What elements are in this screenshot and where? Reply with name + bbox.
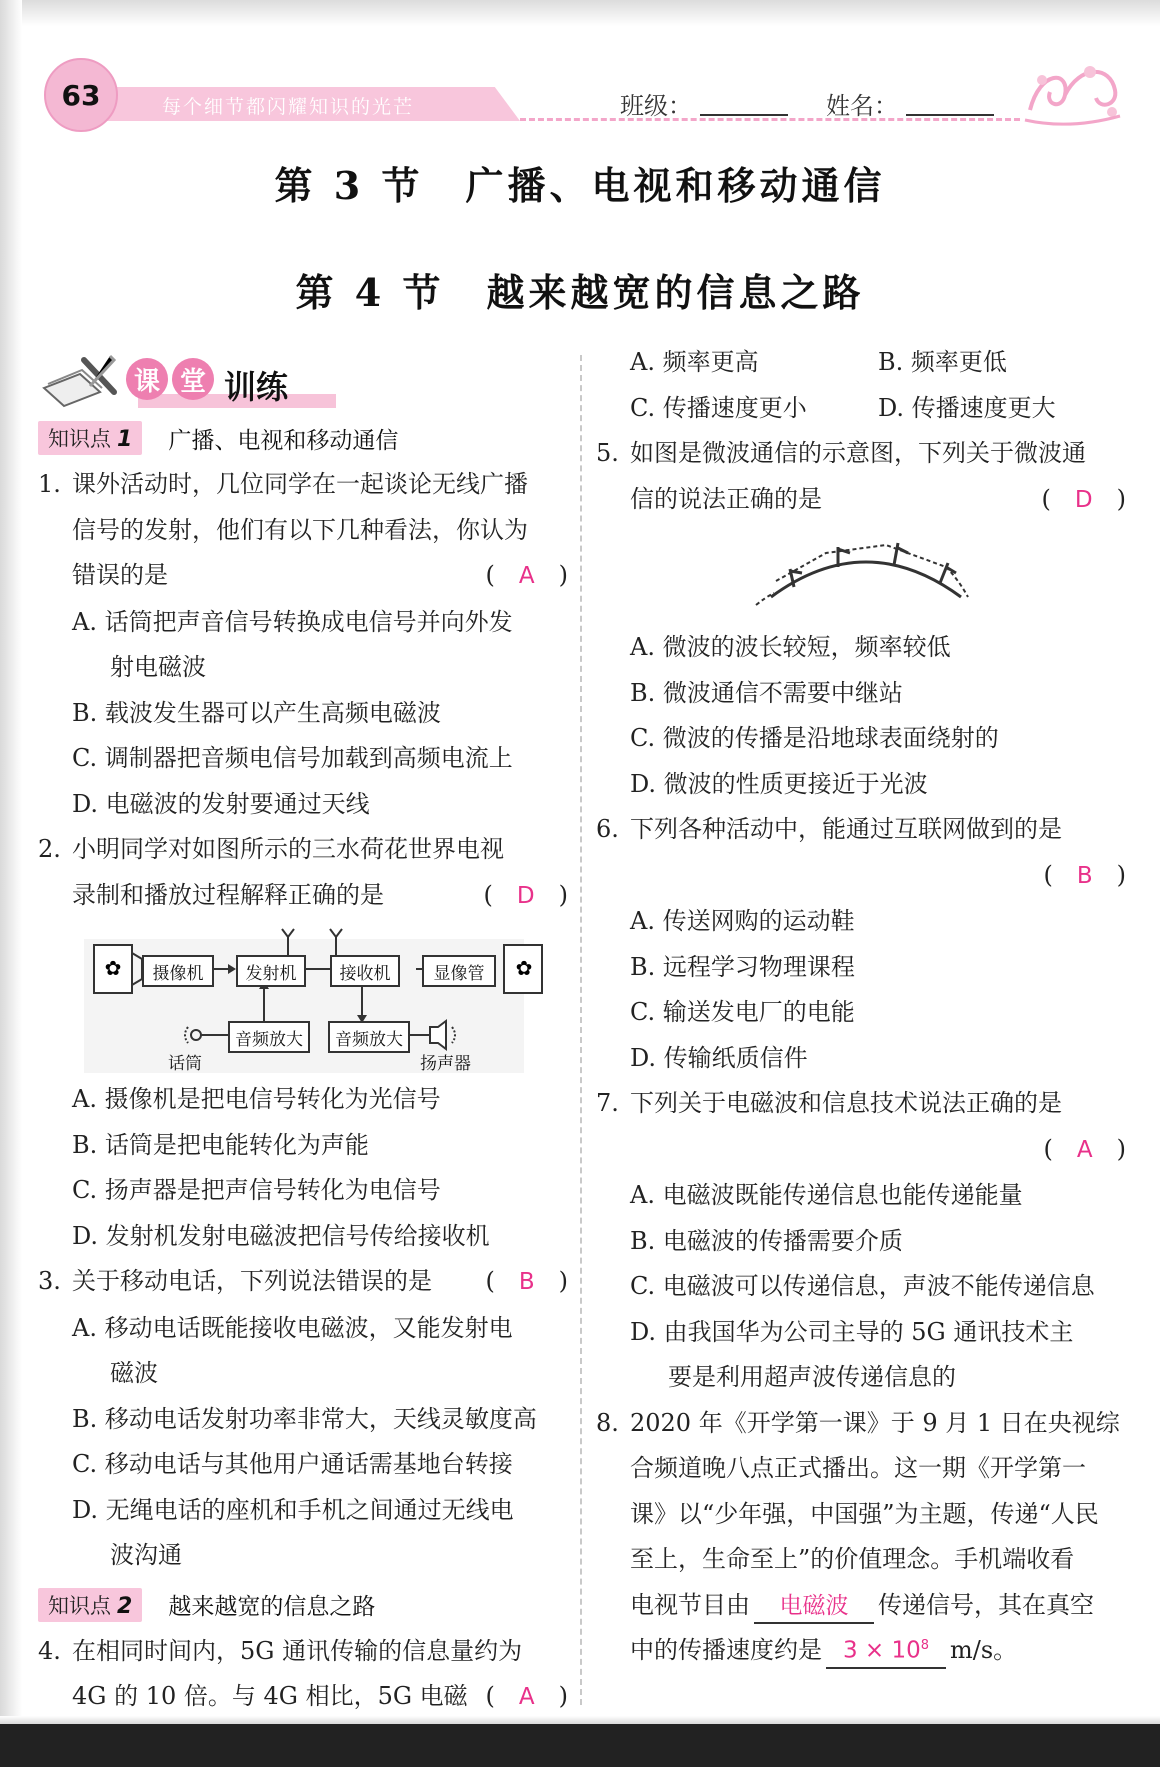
q4-option-b[interactable]: B. 频率更低 <box>878 348 1007 376</box>
page-bottom-bar <box>0 1724 1160 1767</box>
display-tube-box: 显像管 <box>422 955 496 987</box>
q1-option-d[interactable]: D. 电磁波的发射要通过天线 <box>72 789 370 818</box>
q3-option-a[interactable]: A. 移动电话既能接收电磁波，又能发射电 <box>72 1313 513 1342</box>
answer-slot[interactable]: ( A ) <box>485 561 568 589</box>
q4-option-a[interactable]: A. 频率更高 <box>630 348 759 376</box>
q7-option-c[interactable]: C. 电磁波可以传递信息，声波不能传递信息 <box>630 1272 1095 1300</box>
audio-amp-1-box: 音频放大 <box>228 1021 310 1053</box>
q3-option-d[interactable]: D. 无绳电话的座机和手机之间通过无线电 <box>72 1495 514 1524</box>
answer-slot[interactable]: ( D ) <box>1041 484 1126 513</box>
page-edge-top <box>0 0 1160 26</box>
blank-answer-1[interactable]: 电磁波 <box>754 1590 874 1624</box>
knowledge-point-1 <box>38 418 568 458</box>
microwave-relay-figure <box>596 527 1126 619</box>
question-8: 8. 2020 年《开学第一课》于 9 月 1 日在央视综 合频道晚八点正式播出。这一期《开学第一 课》以“少年强，中国强”为主题，传递“人民 至上，生命至上”的价值理念。手机端收看 电视节目由 电磁波 传递信号，其在真空 中的传播速度约是 $3 \times 10^8$ m/s。 <box>596 1401 1126 1674</box>
question-3: 3. 关于移动电话，下列说法错误的是 ( B ) <box>38 1259 568 1306</box>
question-4: 4. 在相同时间内，5G 通讯传输的信息量约为 4G 的 10 倍。与 4G 相比，5G 电磁 ( A ) <box>38 1629 568 1766</box>
audio-amp-2-box: 音频放大 <box>328 1021 410 1053</box>
class-label: 班级： <box>620 92 692 120</box>
classroom-training-heading <box>38 350 568 412</box>
column-divider <box>580 355 582 1705</box>
q4-options-row-2 <box>596 386 1126 432</box>
q2-option-a[interactable]: A. 摄像机是把电信号转化为光信号 <box>72 1085 441 1113</box>
q3-option-a-cont: 磁波 <box>110 1359 158 1387</box>
q1-option-c[interactable]: C. 调制器把音频电信号加载到高频电流上 <box>72 744 513 772</box>
answer-slot[interactable]: ( A ) <box>1043 1134 1126 1163</box>
section-title-4: 第 4 节 越来越宽的信息之路 <box>295 270 865 315</box>
q7-option-d[interactable]: D. 由我国华为公司主导的 5G 通讯技术主 <box>630 1317 1074 1346</box>
question-1: 1. 课外活动时，几位同学在一起谈论无线广播 信号的发射，他们有以下几种看法，你认为 错误的是 ( A ) <box>38 462 568 600</box>
q3-option-b[interactable]: B. 移动电话发射功率非常大，天线灵敏度高 <box>72 1404 537 1433</box>
tv-broadcast-diagram <box>38 923 568 1073</box>
question-6: 6. 下列各种活动中，能通过互联网做到的是 ( B ) <box>596 815 1126 889</box>
svg-text:✿: ✿ <box>515 956 533 980</box>
q5-option-c[interactable]: C. 微波的传播是沿地球表面绕射的 <box>630 724 999 752</box>
receiver-box: 接收机 <box>330 955 400 987</box>
floral-ornament-icon <box>1020 50 1125 130</box>
answer-slot[interactable]: ( A ) <box>485 1682 568 1710</box>
q6-option-d[interactable]: D. 传输纸质信件 <box>630 1043 808 1072</box>
knowledge-point-2 <box>38 1585 568 1625</box>
q2-option-d[interactable]: D. 发射机发射电磁波把信号传给接收机 <box>72 1221 490 1250</box>
heading-rest: 训练 <box>224 368 289 406</box>
answer-slot[interactable]: ( D ) <box>483 880 568 909</box>
class-field[interactable] <box>700 114 788 116</box>
name-field[interactable] <box>906 114 994 116</box>
kp-tag: 知识点 1 <box>38 421 142 455</box>
q4-option-c[interactable]: C. 传播速度更小 <box>630 393 807 422</box>
header-dashed-line <box>520 118 1020 121</box>
kp-tag: 知识点 2 <box>38 1588 142 1622</box>
page-number: 63 <box>44 58 118 132</box>
question-2: 2. 小明同学对如图所示的三水荷花世界电视 录制和播放过程解释正确的是 ( D ) <box>38 827 568 919</box>
answer-slot[interactable]: ( B ) <box>1043 860 1126 889</box>
q3-option-c[interactable]: C. 移动电话与其他用户通话需基地台转接 <box>72 1450 513 1478</box>
mic-label: 话筒 <box>168 1054 202 1074</box>
left-column <box>38 350 568 1765</box>
microwave-relay-diagram <box>596 527 1126 619</box>
kp-title: 越来越宽的信息之路 <box>168 1594 376 1620</box>
notepad-pen-icon <box>40 352 118 408</box>
q5-option-d[interactable]: D. 微波的性质更接近于光波 <box>630 769 928 798</box>
section-title-3: 第 3 节 广播、电视和移动通信 <box>274 163 886 208</box>
q1-option-b[interactable]: B. 载波发生器可以产生高频电磁波 <box>72 698 441 727</box>
speaker-label: 扬声器 <box>420 1054 471 1074</box>
name-label: 姓名： <box>826 92 898 120</box>
question-7: 7. 下列关于电磁波和信息技术说法正确的是 ( A ) <box>596 1089 1126 1163</box>
blank-answer-2[interactable]: $3 \times 10^8$ <box>826 1630 946 1669</box>
q5-option-a[interactable]: A. 微波的波长较短，频率较低 <box>630 633 951 661</box>
q2-option-c[interactable]: C. 扬声器是把声信号转化为电信号 <box>72 1176 441 1204</box>
heading-char-1: 课 <box>126 358 168 400</box>
q1-option-a-cont: 射电磁波 <box>110 653 206 681</box>
kp-title: 广播、电视和移动通信 <box>168 427 399 454</box>
q6-option-b[interactable]: B. 远程学习物理课程 <box>630 952 855 981</box>
q5-option-b[interactable]: B. 微波通信不需要中继站 <box>630 678 903 707</box>
q7-option-a[interactable]: A. 电磁波既能传递信息也能传递能量 <box>630 1181 1023 1209</box>
answer-slot[interactable]: ( B ) <box>485 1267 568 1295</box>
q7-option-d-cont: 要是利用超声波传递信息的 <box>668 1363 956 1391</box>
right-column <box>596 340 1126 1674</box>
q7-option-b[interactable]: B. 电磁波的传播需要介质 <box>630 1226 903 1255</box>
q6-option-a[interactable]: A. 传送网购的运动鞋 <box>630 907 855 935</box>
q3-option-d-cont: 波沟通 <box>110 1541 182 1569</box>
q2-option-b[interactable]: B. 话筒是把电能转化为声能 <box>72 1130 369 1159</box>
q6-option-c[interactable]: C. 输送发电厂的电能 <box>630 998 855 1026</box>
q4-option-d[interactable]: D. 传播速度更大 <box>878 393 1056 422</box>
heading-char-2: 堂 <box>172 358 214 400</box>
q4-options-row-1 <box>596 340 1126 386</box>
svg-text:✿: ✿ <box>104 956 122 980</box>
q1-option-a[interactable]: A. 话筒把声音信号转换成电信号并向外发 <box>72 607 513 636</box>
question-5: 5. 如图是微波通信的示意图，下列关于微波通 信的说法正确的是 ( D ) <box>596 431 1126 523</box>
camera-box: 摄像机 <box>142 955 214 987</box>
slogan-text: 每个细节都闪耀知识的光芒 <box>162 96 415 118</box>
transmitter-box: 发射机 <box>236 955 306 987</box>
